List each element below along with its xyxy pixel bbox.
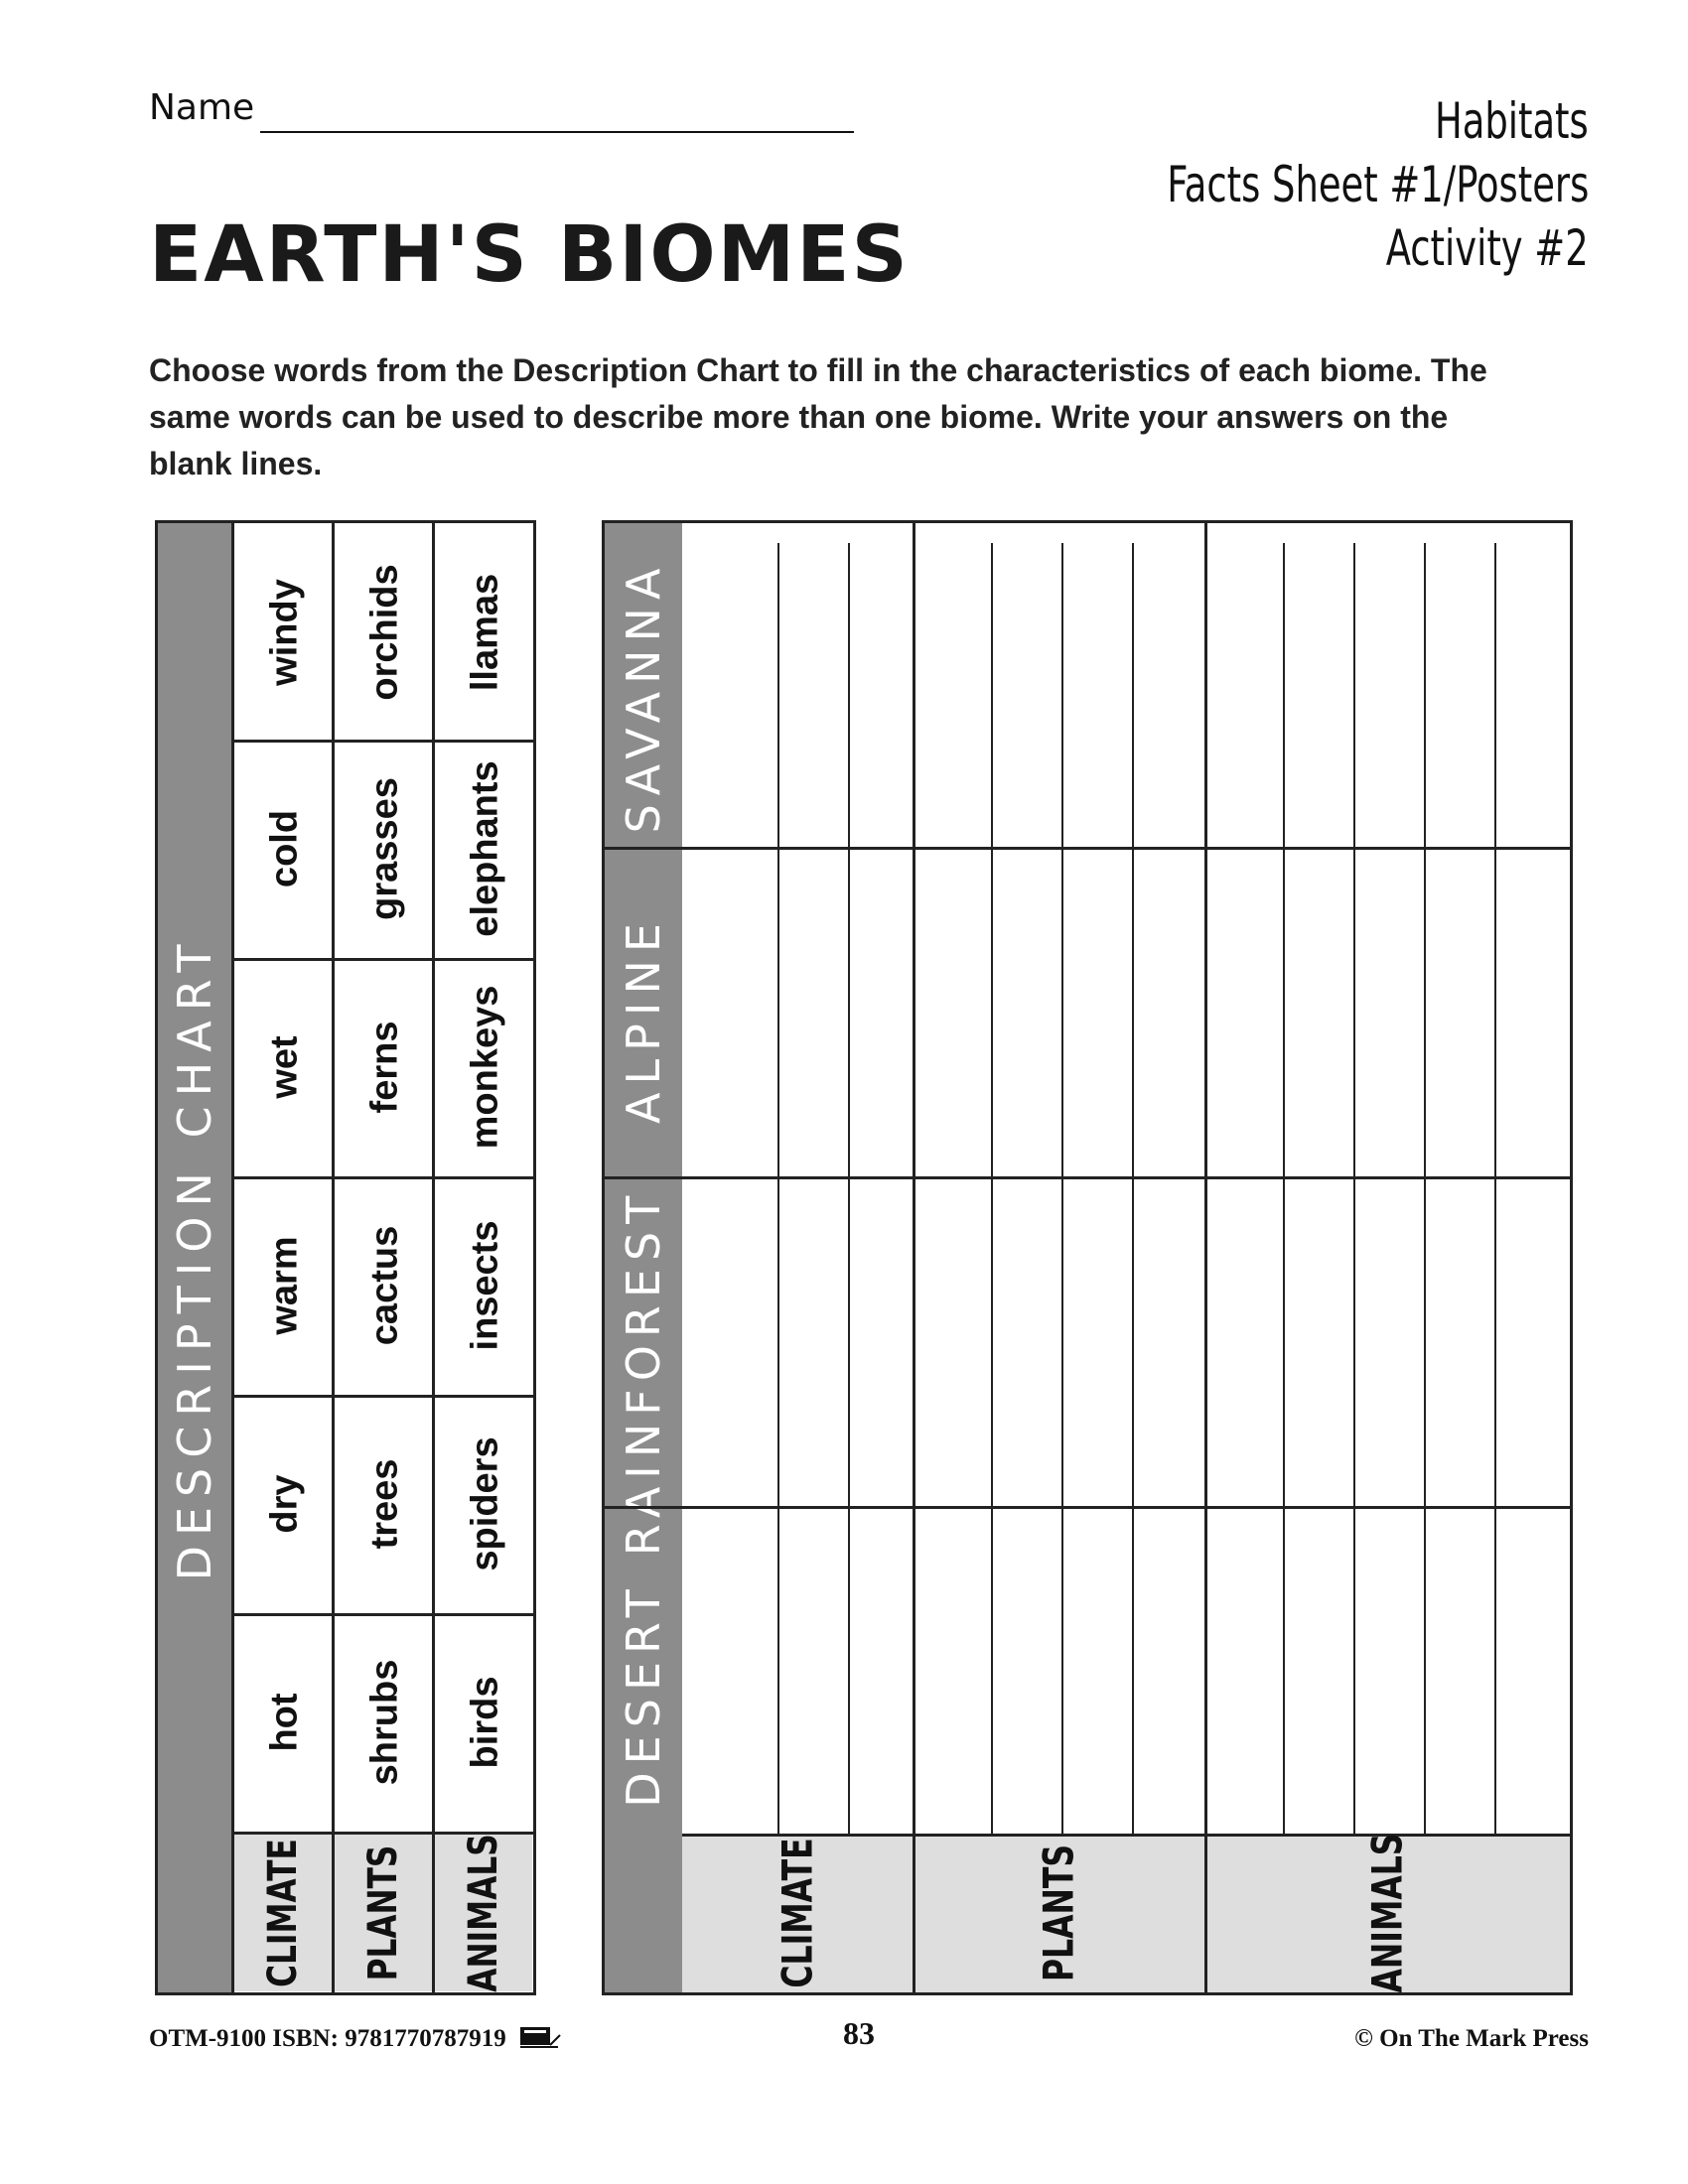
answer-line-animals[interactable]	[1353, 543, 1355, 1834]
column-divider	[1204, 523, 1207, 1992]
footer-copyright: © On The Mark Press	[1354, 2025, 1589, 2052]
description-word: warm	[263, 1236, 305, 1335]
description-word: monkeys	[464, 985, 505, 1150]
header-subject: Habitats	[1435, 92, 1589, 150]
description-word: cactus	[363, 1225, 405, 1346]
description-chart-title: DESCRIPTION CHART	[168, 934, 221, 1581]
answer-line-animals[interactable]	[1283, 543, 1285, 1834]
description-label-animals: ANIMALS	[435, 1835, 532, 1991]
page-number: 83	[843, 2015, 875, 2051]
row-divider	[682, 1834, 1570, 1837]
description-label-plants: PLANTS	[335, 1835, 432, 1991]
category-label-climate: CLIMATE	[773, 1838, 822, 1988]
book-icon	[518, 2025, 562, 2049]
description-word: spiders	[464, 1436, 505, 1571]
category-label-animals: ANIMALS	[1362, 1833, 1412, 1993]
description-word: insects	[464, 1220, 505, 1351]
description-word: birds	[464, 1676, 505, 1769]
biome-label-savanna: SAVANNA	[617, 560, 670, 834]
header-activity: Activity #2	[1386, 219, 1589, 277]
column-divider	[913, 523, 915, 1992]
answer-line-climate[interactable]	[777, 543, 779, 1834]
answer-line-plants[interactable]	[1061, 543, 1063, 1834]
description-label-climate: CLIMATE	[234, 1835, 332, 1991]
description-word: hot	[263, 1693, 305, 1752]
description-word: orchids	[363, 564, 405, 701]
name-label: Name	[149, 87, 255, 128]
description-chart	[155, 520, 536, 1995]
description-word: shrubs	[363, 1659, 405, 1786]
biome-label-rainforest: RAINFOREST	[617, 1187, 670, 1557]
page-title: EARTH'S BIOMES	[149, 210, 910, 300]
header-facts-sheet: Facts Sheet #1/Posters	[1166, 156, 1589, 213]
instructions-text: Choose words from the Description Chart to fill in the characteristics of each biome. The same words can be used to describe more than one biome. Write your answers on the blank lines.	[149, 352, 1487, 481]
answer-line-animals[interactable]	[1424, 543, 1426, 1834]
description-word: ferns	[363, 1021, 405, 1114]
description-word: trees	[363, 1458, 405, 1550]
answer-line-plants[interactable]	[1132, 543, 1134, 1834]
description-word: windy	[263, 579, 305, 686]
footer-isbn: OTM-9100 ISBN: 9781770787919	[149, 2025, 506, 2052]
description-word: wet	[263, 1035, 305, 1099]
description-word: cold	[263, 809, 305, 888]
category-label-plants: PLANTS	[1034, 1843, 1083, 1982]
answer-line-climate[interactable]	[848, 543, 850, 1834]
description-word: dry	[263, 1474, 305, 1534]
biome-label-alpine: ALPINE	[617, 915, 670, 1124]
name-input-line[interactable]	[260, 131, 854, 133]
description-word: grasses	[363, 777, 405, 920]
answer-line-plants[interactable]	[991, 543, 993, 1834]
answer-chart	[602, 520, 1573, 1995]
answer-line-animals[interactable]	[1494, 543, 1496, 1834]
description-word: llamas	[464, 573, 505, 692]
description-word: elephants	[464, 760, 505, 937]
biome-label-desert: DESERT	[617, 1581, 670, 1808]
